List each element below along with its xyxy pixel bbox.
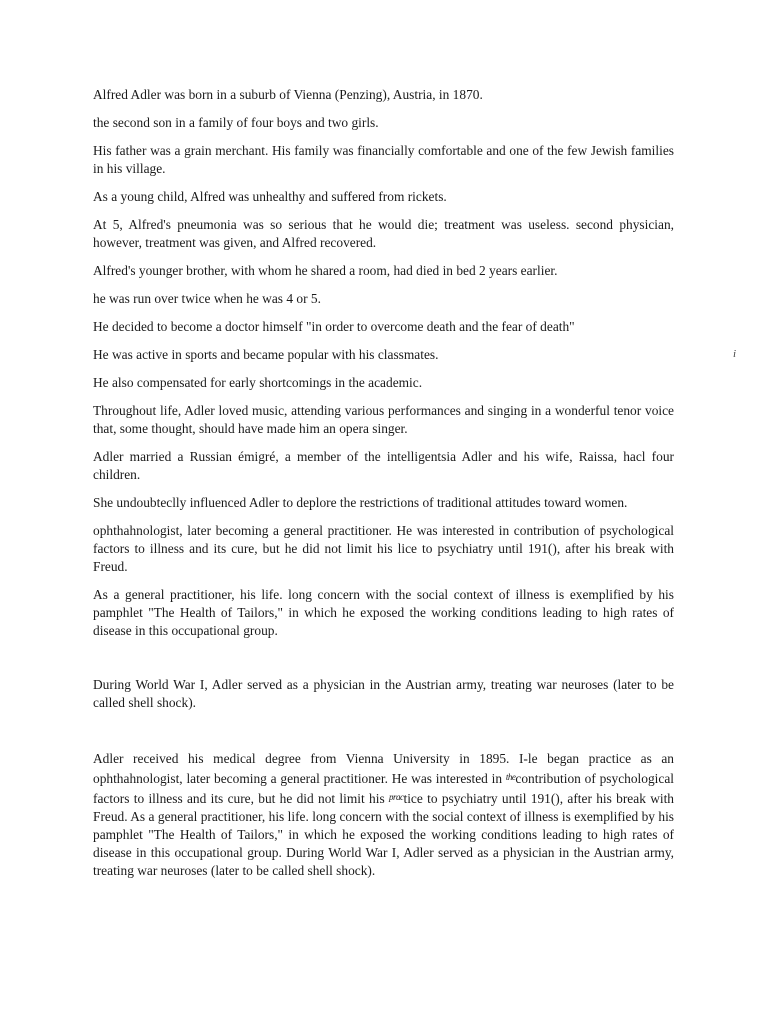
paragraph-pneumonia: At 5, Alfred's pneumonia was so serious that he would die; treatment was useless. second physician, however, treatment was given, and Alfred recovered. [93,217,674,250]
paragraph-practitioner: ophthahnologist, later becoming a general practitioner. He was interested in contribution of psychological factors to illness and its cure, but he did not limit his lice to psychiatry until 191(), after his break with Freud. [93,523,674,574]
paragraph-marriage: Adler married a Russian émigré, a member of the intelligentsia Adler and his wife, Raissa, hacl four children. [93,449,674,482]
small-text-run: prac [388,792,404,802]
blank-gap [93,650,674,676]
small-text-run: the [505,772,516,782]
text-run: tice to psychiatry until 191(), after his break with Freud. As a general practitioner, his life. long concern with the social context of illness is exemplified by his pamphlet "The Health of Tailors," in which he exposed the working conditions leading to high rates of disease in this occupational group. During World War I, Adler served as a physician in the Austrian army, treating war neuroses (later to be called shell shock). [93,791,675,878]
paragraph-sports: He was active in sports and became popular with his classmates. [93,347,439,362]
paragraph-brother: Alfred's younger brother, with whom he shared a room, had died in bed 2 years earlier. [93,263,558,278]
paragraph-academic: He also compensated for early shortcomings in the academic. [93,375,423,390]
paragraph-doctor: He decided to become a doctor himself "in order to overcome death and the fear of death" [93,319,575,334]
paragraph-father: His father was a grain merchant. His family was financially comfortable and one of the few Jewish families in his village. [93,143,674,176]
document-page [93,86,674,890]
text-run: contribution of psychological factors to illness and its cure, but he did not limit his [93,771,674,806]
paragraph-music: Throughout life, Adler loved music, attending various performances and singing in a wonderful tenor voice that, some thought, should have made him an opera singer. [93,403,674,436]
stray-mark: i [733,348,737,360]
paragraph-influence: She undoubteclly influenced Adler to deplore the restrictions of traditional attitudes toward women. [93,495,628,510]
text-run: Adler received his medical degree from Vienna University in 1895. I-le began practice as an ophthahnologist, later becoming a general practitioner. He was interested in [93,751,674,786]
paragraph-medical-degree [93,750,674,880]
paragraph-birth: Alfred Adler was born in a suburb of Vienna (Penzing), Austria, in 1870. [93,87,483,102]
paragraph-war: During World War I, Adler served as a physician in the Austrian army, treating war neuroses (later to be called shell shock). [93,677,674,710]
paragraph-rickets: As a young child, Alfred was unhealthy and suffered from rickets. [93,189,447,204]
blank-gap [93,722,674,750]
paragraph-tailors: As a general practitioner, his life. long concern with the social context of illness is exemplified by his pamphlet "The Health of Tailors," in which he exposed the working conditions leading to high rates of disease in this occupational group. [93,587,674,638]
paragraph-run-over: he was run over twice when he was 4 or 5. [93,291,321,306]
paragraph-family: the second son in a family of four boys and two girls. [93,115,379,130]
